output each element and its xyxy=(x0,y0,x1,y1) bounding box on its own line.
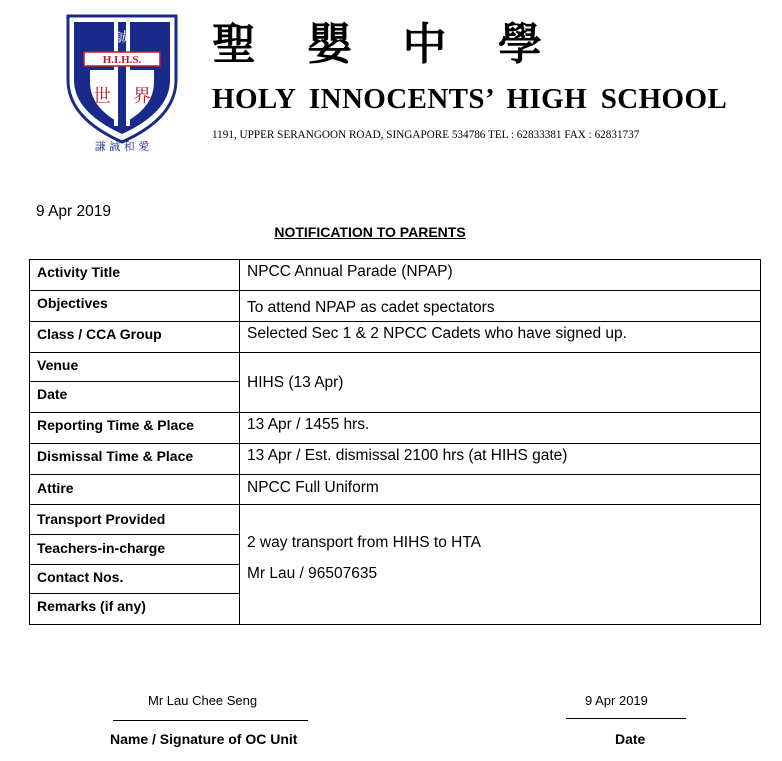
school-name-chinese: 聖 嬰 中 學 xyxy=(212,19,560,70)
label-teachers: Teachers-in-charge xyxy=(37,540,166,556)
label-venue: Venue xyxy=(37,357,79,373)
label-objectives: Objectives xyxy=(37,295,108,311)
activity-details-table xyxy=(29,259,761,625)
signature-date: 9 Apr 2019 xyxy=(585,693,648,708)
svg-text:界: 界 xyxy=(133,86,151,107)
value-attire: NPCC Full Uniform xyxy=(247,479,379,496)
label-contact: Contact Nos. xyxy=(37,569,124,585)
school-address: 1191, UPPER SERANGOON ROAD, SINGAPORE 534786 TEL : 62833381 FAX : 62831737 xyxy=(212,129,640,141)
svg-text:謙 誠 和 愛: 謙 誠 和 愛 xyxy=(94,140,150,152)
value-dismissal: 13 Apr / Est. dismissal 2100 hrs (at HIHS gate) xyxy=(247,447,568,464)
value-class-cca: Selected Sec 1 & 2 NPCC Cadets who have signed up. xyxy=(247,325,627,342)
value-reporting: 13 Apr / 1455 hrs. xyxy=(247,416,370,433)
crest-initials: H.I.H.S. xyxy=(102,54,142,66)
label-transport: Transport Provided xyxy=(37,511,166,527)
signature-label: Name / Signature of OC Unit xyxy=(110,731,298,747)
letter-date: 9 Apr 2019 xyxy=(36,203,111,220)
school-crest-logo xyxy=(62,10,182,152)
label-date: Date xyxy=(37,386,68,402)
notice-title: NOTIFICATION TO PARENTS xyxy=(274,224,466,240)
label-reporting: Reporting Time & Place xyxy=(37,417,194,433)
signatory-name: Mr Lau Chee Seng xyxy=(148,693,258,708)
label-remarks: Remarks (if any) xyxy=(37,598,146,614)
date-label: Date xyxy=(615,731,646,747)
value-teachers-contact: Mr Lau / 96507635 xyxy=(247,565,378,582)
signature-line xyxy=(113,720,308,721)
svg-text:世: 世 xyxy=(93,86,111,107)
label-activity-title: Activity Title xyxy=(37,264,120,280)
value-transport: 2 way transport from HIHS to HTA xyxy=(247,534,481,551)
value-venue-date: HIHS (13 Apr) xyxy=(247,374,344,391)
date-line xyxy=(566,718,686,719)
school-name-english: HOLY INNOCENTS’ HIGH SCHOOL xyxy=(212,83,728,115)
svg-text:誠: 誠 xyxy=(115,30,129,46)
label-class-cca: Class / CCA Group xyxy=(37,326,162,342)
value-objectives: To attend NPAP as cadet spectators xyxy=(247,299,495,316)
label-dismissal: Dismissal Time & Place xyxy=(37,448,194,464)
value-activity-title: NPCC Annual Parade (NPAP) xyxy=(247,263,453,280)
label-attire: Attire xyxy=(37,480,74,496)
